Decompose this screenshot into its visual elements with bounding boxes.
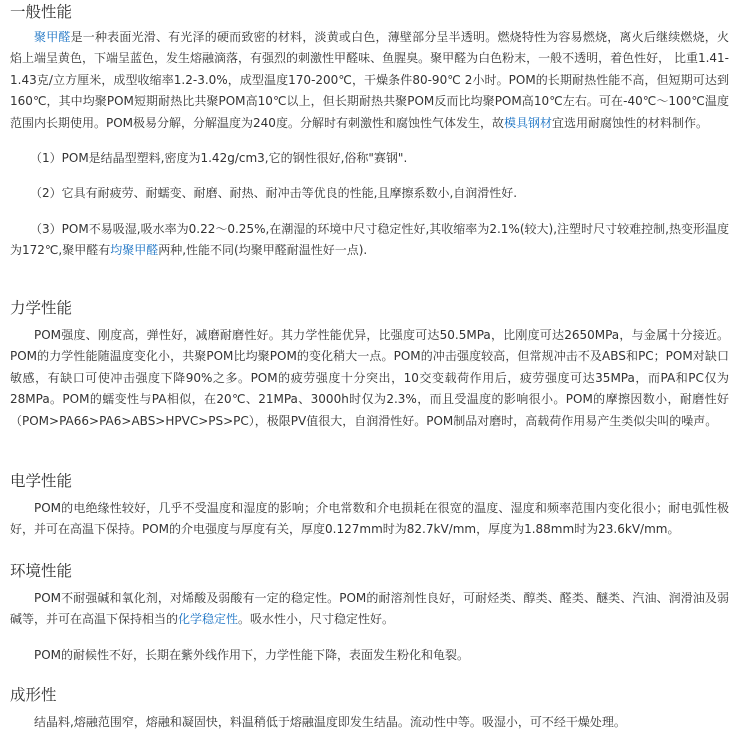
general-text-part2: 宜选用耐腐蚀性的材料制作。 [551,115,708,130]
environmental-paragraph-2: POM的耐候性不好，长期在紫外线作用下，力学性能下降，表面发生粉化和龟裂。 [34,647,470,662]
section-title-general: 一般性能 [10,3,73,21]
environmental-paragraph-1 [10,588,729,631]
general-list-item-3 [10,219,729,262]
link-chemical-stability[interactable]: 化学稳定性 [178,612,239,627]
link-mold-steel[interactable]: 模具钢材 [503,115,552,130]
section-electrical-properties [10,470,729,541]
section-general-properties [10,1,729,262]
general-list [10,148,729,262]
section-mechanical-properties [10,297,729,432]
list-item-3-text1: （3）POM不易吸湿,吸水率为0.22～0.25%,在潮湿的环境中尺寸稳定性好,其收缩率为2.1%(较大),注塑时尺寸较难控制,热变形温度为172℃,聚甲醛有 [10,221,729,258]
general-list-item-1: （1）POM是结晶型塑料,密度为1.42g/cm3,它的钢性很好,俗称"赛钢". [30,151,408,166]
env-text-part2: 。吸水性小，尺寸稳定性好。 [238,612,395,627]
link-homopolymer-pom[interactable]: 均聚甲醛 [110,243,159,258]
general-text-part1: 是一种表面光滑、有光泽的硬而致密的材料，淡黄或白色，薄壁部分呈半透明。燃烧特性为容易燃烧，离火后继续燃烧，火焰上端呈黄色，下端呈蓝色，发生熔融滴落，有强烈的刺激性甲醛味、鱼腥臭。聚甲醛为白色粉末，一般不透明，着色性好， 比重1.41-1.43克/立方厘米，成型收缩率1.2-3.0%，成型温度170-200℃，干燥条件80-90℃ 2小时。POM的长期耐热性能不高，但短期可达到160℃，其中均聚POM短期耐热比共聚POM高10℃以上，但长期耐热共聚POM反而比均聚POM高10℃左右。可在-40℃～100℃温度范围内长期使用。POM极易分解，分解温度为240度。分解时有刺激性和腐蚀性气体发生，故 [10,30,729,130]
electrical-paragraph: POM的电绝缘性较好，几乎不受温度和湿度的影响；介电常数和介电损耗在很宽的温度、湿度和频率范围内变化很小；耐电弧性极好，并可在高温下保持。POM的介电强度与厚度有关，厚度0.127mm时为82.7kV/mm，厚度为1.88mm时为23.6kV/mm。 [10,501,729,537]
env-text-part1: POM不耐强碱和氧化剂，对烯酸及弱酸有一定的稳定性。POM的耐溶剂性良好，可耐烃类、醇类、醛类、醚类、汽油、润滑油及弱碱等，并可在高温下保持相当的 [10,591,729,627]
section-title-mechanical: 力学性能 [10,299,73,317]
section-title-formability: 成形性 [10,686,57,704]
link-polyoxymethylene[interactable]: 聚甲醛 [34,30,71,44]
formability-paragraph: 结晶料,熔融范围窄，熔融和凝固快，料温稍低于熔融温度即发生结晶。流动性中等。吸湿小，可不经干燥处理。 [34,715,626,729]
general-list-item-2: （2）它具有耐疲劳、耐蠕变、耐磨、耐热、耐冲击等优良的性能,且摩擦系数小,自润滑性好. [30,186,518,201]
section-environmental-properties [10,560,729,666]
mechanical-paragraph: POM强度、刚度高，弹性好，减磨耐磨性好。其力学性能优异，比强度可达50.5MPa，比刚度可达2650MPa，与金属十分接近。POM的力学性能随温度变化小，共聚POM比均聚POM的变化稍大一点。POM的冲击强度较高，但常规冲击不及ABS和PC；POM对缺口敏感，有缺口可使冲击强度下降90%之多。POM的疲劳强度十分突出，10交变载荷作用后，疲劳强度可达35MPa，而PA和PC仅为28MPa。POM的蠕变性与PA相似，在20℃、21MPa、3000h时仅为2.3%，而且受温度的影响很小。POM的摩擦因数小，耐磨性好（POM>PA66>PA6>ABS>HPVC>PS>PC），极限PV值很大，自润滑性好。POM制品对磨时，高载荷作用易产生类似尖叫的噪声。 [10,328,729,428]
general-paragraph [10,27,729,134]
section-title-environmental: 环境性能 [10,562,73,580]
list-item-3-text2: 两种,性能不同(均聚甲醛耐温性好一点). [158,243,368,258]
section-formability [10,684,729,733]
section-title-electrical: 电学性能 [10,472,73,490]
